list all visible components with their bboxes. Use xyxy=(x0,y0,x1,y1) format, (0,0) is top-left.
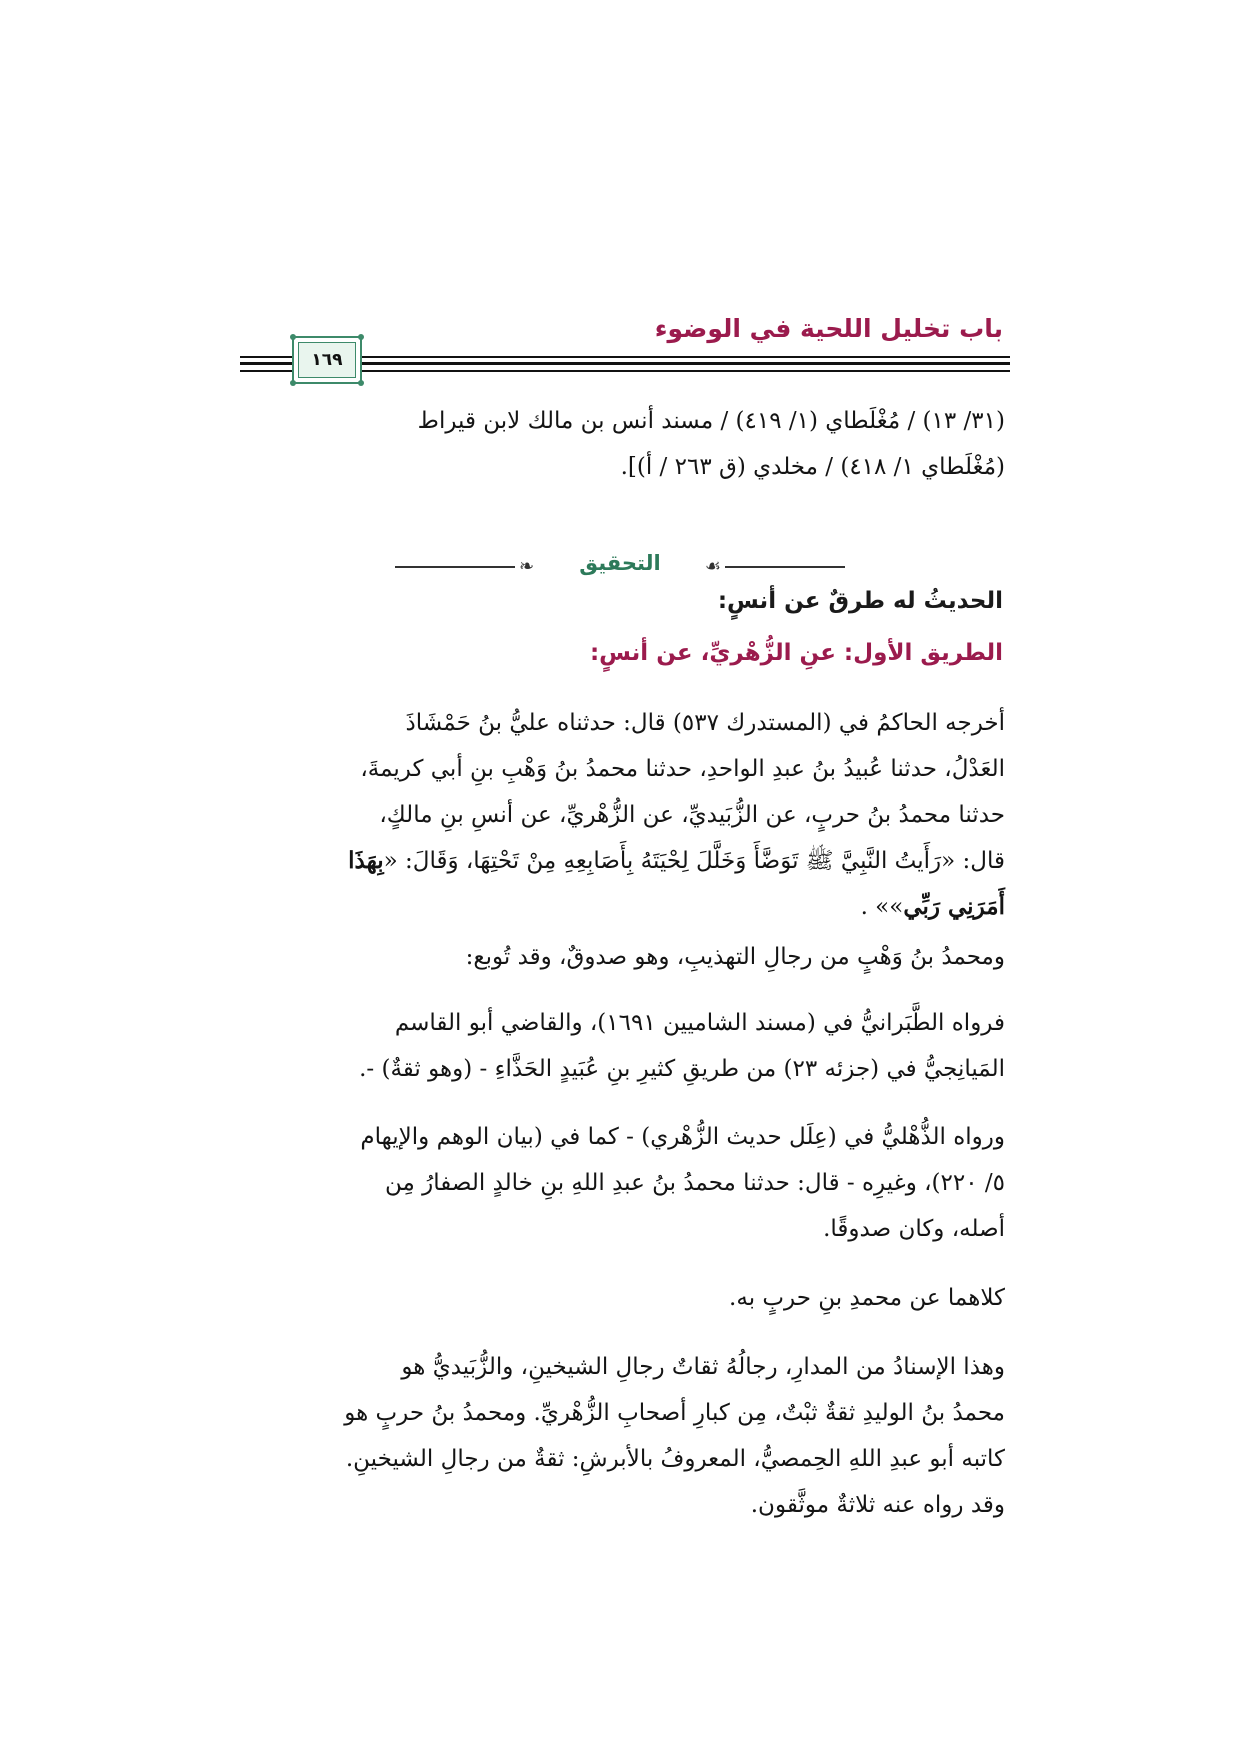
text-line: فرواه الطَّبَرانيُّ في (مسند الشاميين ١٦٩١)، والقاضي أبو القاسم xyxy=(394,1010,1005,1036)
flourish-icon: ❧ xyxy=(519,556,535,577)
intro-line: (مُغْلَطاي ١/ ٤١٨) / مخلدي (ق ٢٦٣ / أ)]. xyxy=(620,454,1005,480)
section-divider xyxy=(395,553,845,581)
paragraph-3 xyxy=(235,1000,1005,1092)
text-line: المَيانِجيُّ في (جزئه ٢٣) من طريقِ كثيرِ بنِ عُبَيدٍ الحَذَّاءِ - (وهو ثقةٌ) -. xyxy=(359,1056,1005,1082)
intro-text xyxy=(235,398,1005,490)
text-line: كاتبه أبو عبدِ اللهِ الحِمصيُّ، المعروفُ بالأبرشِ: ثقةٌ من رجالِ الشيخينِ. xyxy=(345,1446,1005,1472)
paragraph-5 xyxy=(235,1275,1005,1321)
chapter-title: باب تخليل اللحية في الوضوء xyxy=(654,314,1003,343)
flourish-icon: ☙ xyxy=(704,556,721,577)
text-line: أصله، وكان صدوقًا. xyxy=(823,1216,1005,1242)
text-line xyxy=(235,884,1005,930)
text-line: محمدُ بنُ الوليدِ ثقةٌ ثبْتٌ، مِن كبارِ أصحابِ الزُّهْريِّ. ومحمدُ بنُ حربٍ هو xyxy=(344,1400,1005,1426)
text-line: حدثنا محمدُ بنُ حربٍ، عن الزُّبَيديِّ، عن الزُّهْريِّ، عن أنسِ بنِ مالكٍ، xyxy=(379,802,1005,828)
ornament-dot-icon xyxy=(358,380,364,386)
intro-line: (٣١/ ١٣) / مُغْلَطاي (١/ ٤١٩) / مسند أنس بن مالك لابن قيراط xyxy=(417,408,1005,434)
ornament-dot-icon xyxy=(358,334,364,340)
hadith-quote-bold: بِهَذَا xyxy=(348,847,384,874)
text-line: أخرجه الحاكمُ في (المستدرك ٥٣٧) قال: حدثناه عليُّ بنُ حَمْشَاذَ xyxy=(405,710,1005,736)
paragraph-2 xyxy=(235,934,1005,980)
page-number: ١٦٩ xyxy=(298,342,356,378)
divider-line xyxy=(725,566,845,568)
ornament-dot-icon xyxy=(290,380,296,386)
text-line: وقد رواه عنه ثلاثةٌ موثَّقون. xyxy=(750,1492,1005,1518)
ornament-dot-icon xyxy=(290,334,296,340)
text-line: ومحمدُ بنُ وَهْبٍ من رجالِ التهذيبِ، وهو صدوقٌ، وقد تُوبع: xyxy=(465,944,1005,970)
text-fragment: »» . xyxy=(860,894,904,920)
text-line: العَدْلُ، حدثنا عُبيدُ بنُ عبدِ الواحدِ، حدثنا محمدُ بنُ وَهْبِ بنِ أبي كريمةَ، xyxy=(360,756,1005,782)
paragraph-6 xyxy=(235,1344,1005,1528)
page-number-badge xyxy=(292,336,362,384)
heading-routes: الحديثُ له طرقٌ عن أنسٍ: xyxy=(717,588,1003,614)
section-title: التحقيق xyxy=(579,551,661,575)
text-line: ٥/ ٢٢٠)، وغيرِه - قال: حدثنا محمدُ بنُ عبدِ اللهِ بنِ خالدٍ الصفارُ مِن xyxy=(385,1170,1005,1196)
heading-first-route: الطريق الأول: عنِ الزُّهْريِّ، عن أنسٍ: xyxy=(589,640,1003,666)
text-line xyxy=(235,838,1005,884)
text-line: وهذا الإسنادُ من المدارِ، رجالُهُ ثقاتٌ رجالِ الشيخينِ، والزُّبَيديُّ هو xyxy=(401,1354,1005,1380)
text-line: كلاهما عن محمدِ بنِ حربٍ به. xyxy=(729,1285,1005,1311)
paragraph-4 xyxy=(235,1114,1005,1252)
hadith-quote-bold: أَمَرَنِي رَبِّي xyxy=(903,893,1005,920)
text-line: ورواه الذُّهْليُّ في (عِلَل حديث الزُّهْري) - كما في (بيان الوهم والإيهام xyxy=(360,1124,1005,1150)
paragraph-1 xyxy=(235,700,1005,930)
text-fragment: قال: «رَأَيتُ النَّبِيَّ ﷺ تَوَضَّأَ وَخَلَّلَ لِحْيَتَهُ بِأَصَابِعِهِ مِنْ تَحْتِهَا، وَقَالَ: « xyxy=(383,848,1005,874)
